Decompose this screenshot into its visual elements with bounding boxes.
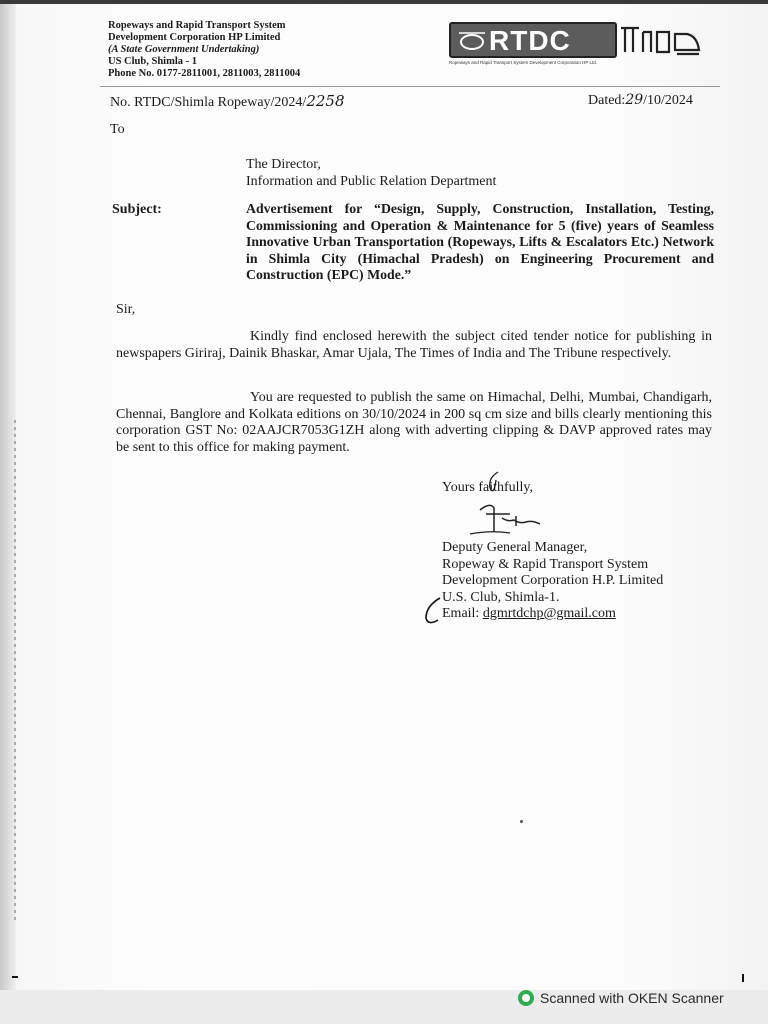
- train-icon: [617, 22, 701, 58]
- oken-scanner-icon: [518, 990, 534, 1006]
- signatory-email-line: [442, 606, 663, 623]
- recipient-address: [246, 156, 496, 190]
- letterhead-org-line2: Development Corporation HP Limited: [108, 32, 281, 43]
- scanner-text: Scanned with OKEN Scanner: [540, 990, 724, 1006]
- recipient-title: The Director,: [246, 157, 321, 172]
- signatory-org-line1: Ropeway & Rapid Transport System: [442, 556, 649, 572]
- handwritten-mark: [422, 594, 444, 628]
- corner-mark-left: [12, 976, 18, 978]
- speck: [520, 820, 523, 823]
- logo-box: [449, 22, 617, 58]
- dated-handwritten-day: 29: [625, 92, 644, 108]
- margin-binding-marks: [14, 420, 16, 920]
- to-label: To: [110, 122, 125, 137]
- logo-subtitle: Ropeways and Rapid Transport System Development Corporation HP Ltd.: [449, 60, 597, 65]
- signatory-address: U.S. Club, Shimla-1.: [442, 589, 560, 605]
- recipient-department: Information and Public Relation Department: [246, 174, 497, 189]
- reference-number-handwritten: 2258: [306, 92, 345, 110]
- ropeway-cabin-icon: [457, 29, 487, 53]
- subject-label: Subject:: [112, 202, 162, 217]
- corner-mark-right: [742, 974, 744, 982]
- rtdc-logo: [449, 22, 701, 66]
- letterhead-phone: Phone No. 0177-2811001, 2811003, 2811004: [108, 68, 301, 79]
- letterhead-undertaking: (A State Government Undertaking): [108, 44, 260, 55]
- scanner-watermark: [518, 990, 724, 1006]
- letterhead-address: US Club, Shimla - 1: [108, 56, 197, 67]
- body-paragraph-1-text: Kindly find enclosed herewith the subject cited tender notice for publishing in newspapers Giriraj, Dainik Bhaskar, Amar Ujala, The Times of India and The Tribune respectively.: [116, 329, 712, 361]
- header-rule: [100, 86, 720, 87]
- salutation: Sir,: [116, 302, 136, 317]
- signatory-block: [442, 540, 663, 623]
- letterhead-org-line1: Ropeways and Rapid Transport System: [108, 20, 286, 31]
- dated-label: Dated:: [588, 93, 626, 108]
- reference-number: [110, 92, 345, 111]
- page-top-edge: [0, 0, 768, 4]
- date-line: [588, 92, 693, 109]
- body-paragraph-1: [116, 329, 712, 362]
- email-label: Email:: [442, 606, 483, 621]
- email-link[interactable]: dgmrtdchp@gmail.com: [482, 606, 616, 621]
- letterhead: [108, 20, 300, 80]
- dated-rest: /10/2024: [643, 93, 693, 108]
- reference-number-text: No. RTDC/Shimla Ropeway/2024/: [110, 95, 307, 110]
- handwritten-signature: [450, 470, 560, 550]
- signatory-org-line2: Development Corporation H.P. Limited: [442, 573, 664, 588]
- body-paragraph-2: [116, 390, 712, 456]
- logo-text: RTDC: [489, 25, 571, 56]
- closing: Yours faithfully,: [442, 480, 534, 495]
- body-paragraph-2-text: You are requested to publish the same on Himachal, Delhi, Mumbai, Chandigarh, Chennai, Banglore and Kolkata editions on 30/10/2024 in 200 sq cm size and bills clearly mentioning this corporation GST No: 02AAJCR7053G1ZH along with adverting clipping & DAVP approved rates may be sent to this office for making payment.: [116, 390, 712, 455]
- subject-text: Advertisement for “Design, Supply, Construction, Installation, Testing, Commissioning and Operation & Maintenance for 5 (five) years of Seamless Innovative Urban Transportation (Ropeways, Lifts & Escalators Etc.) Network in Shimla City (Himachal Pradesh) on Engineering Procurement and Construction (EPC) Mode.”: [246, 201, 714, 282]
- signatory-designation: Deputy General Manager,: [442, 540, 588, 555]
